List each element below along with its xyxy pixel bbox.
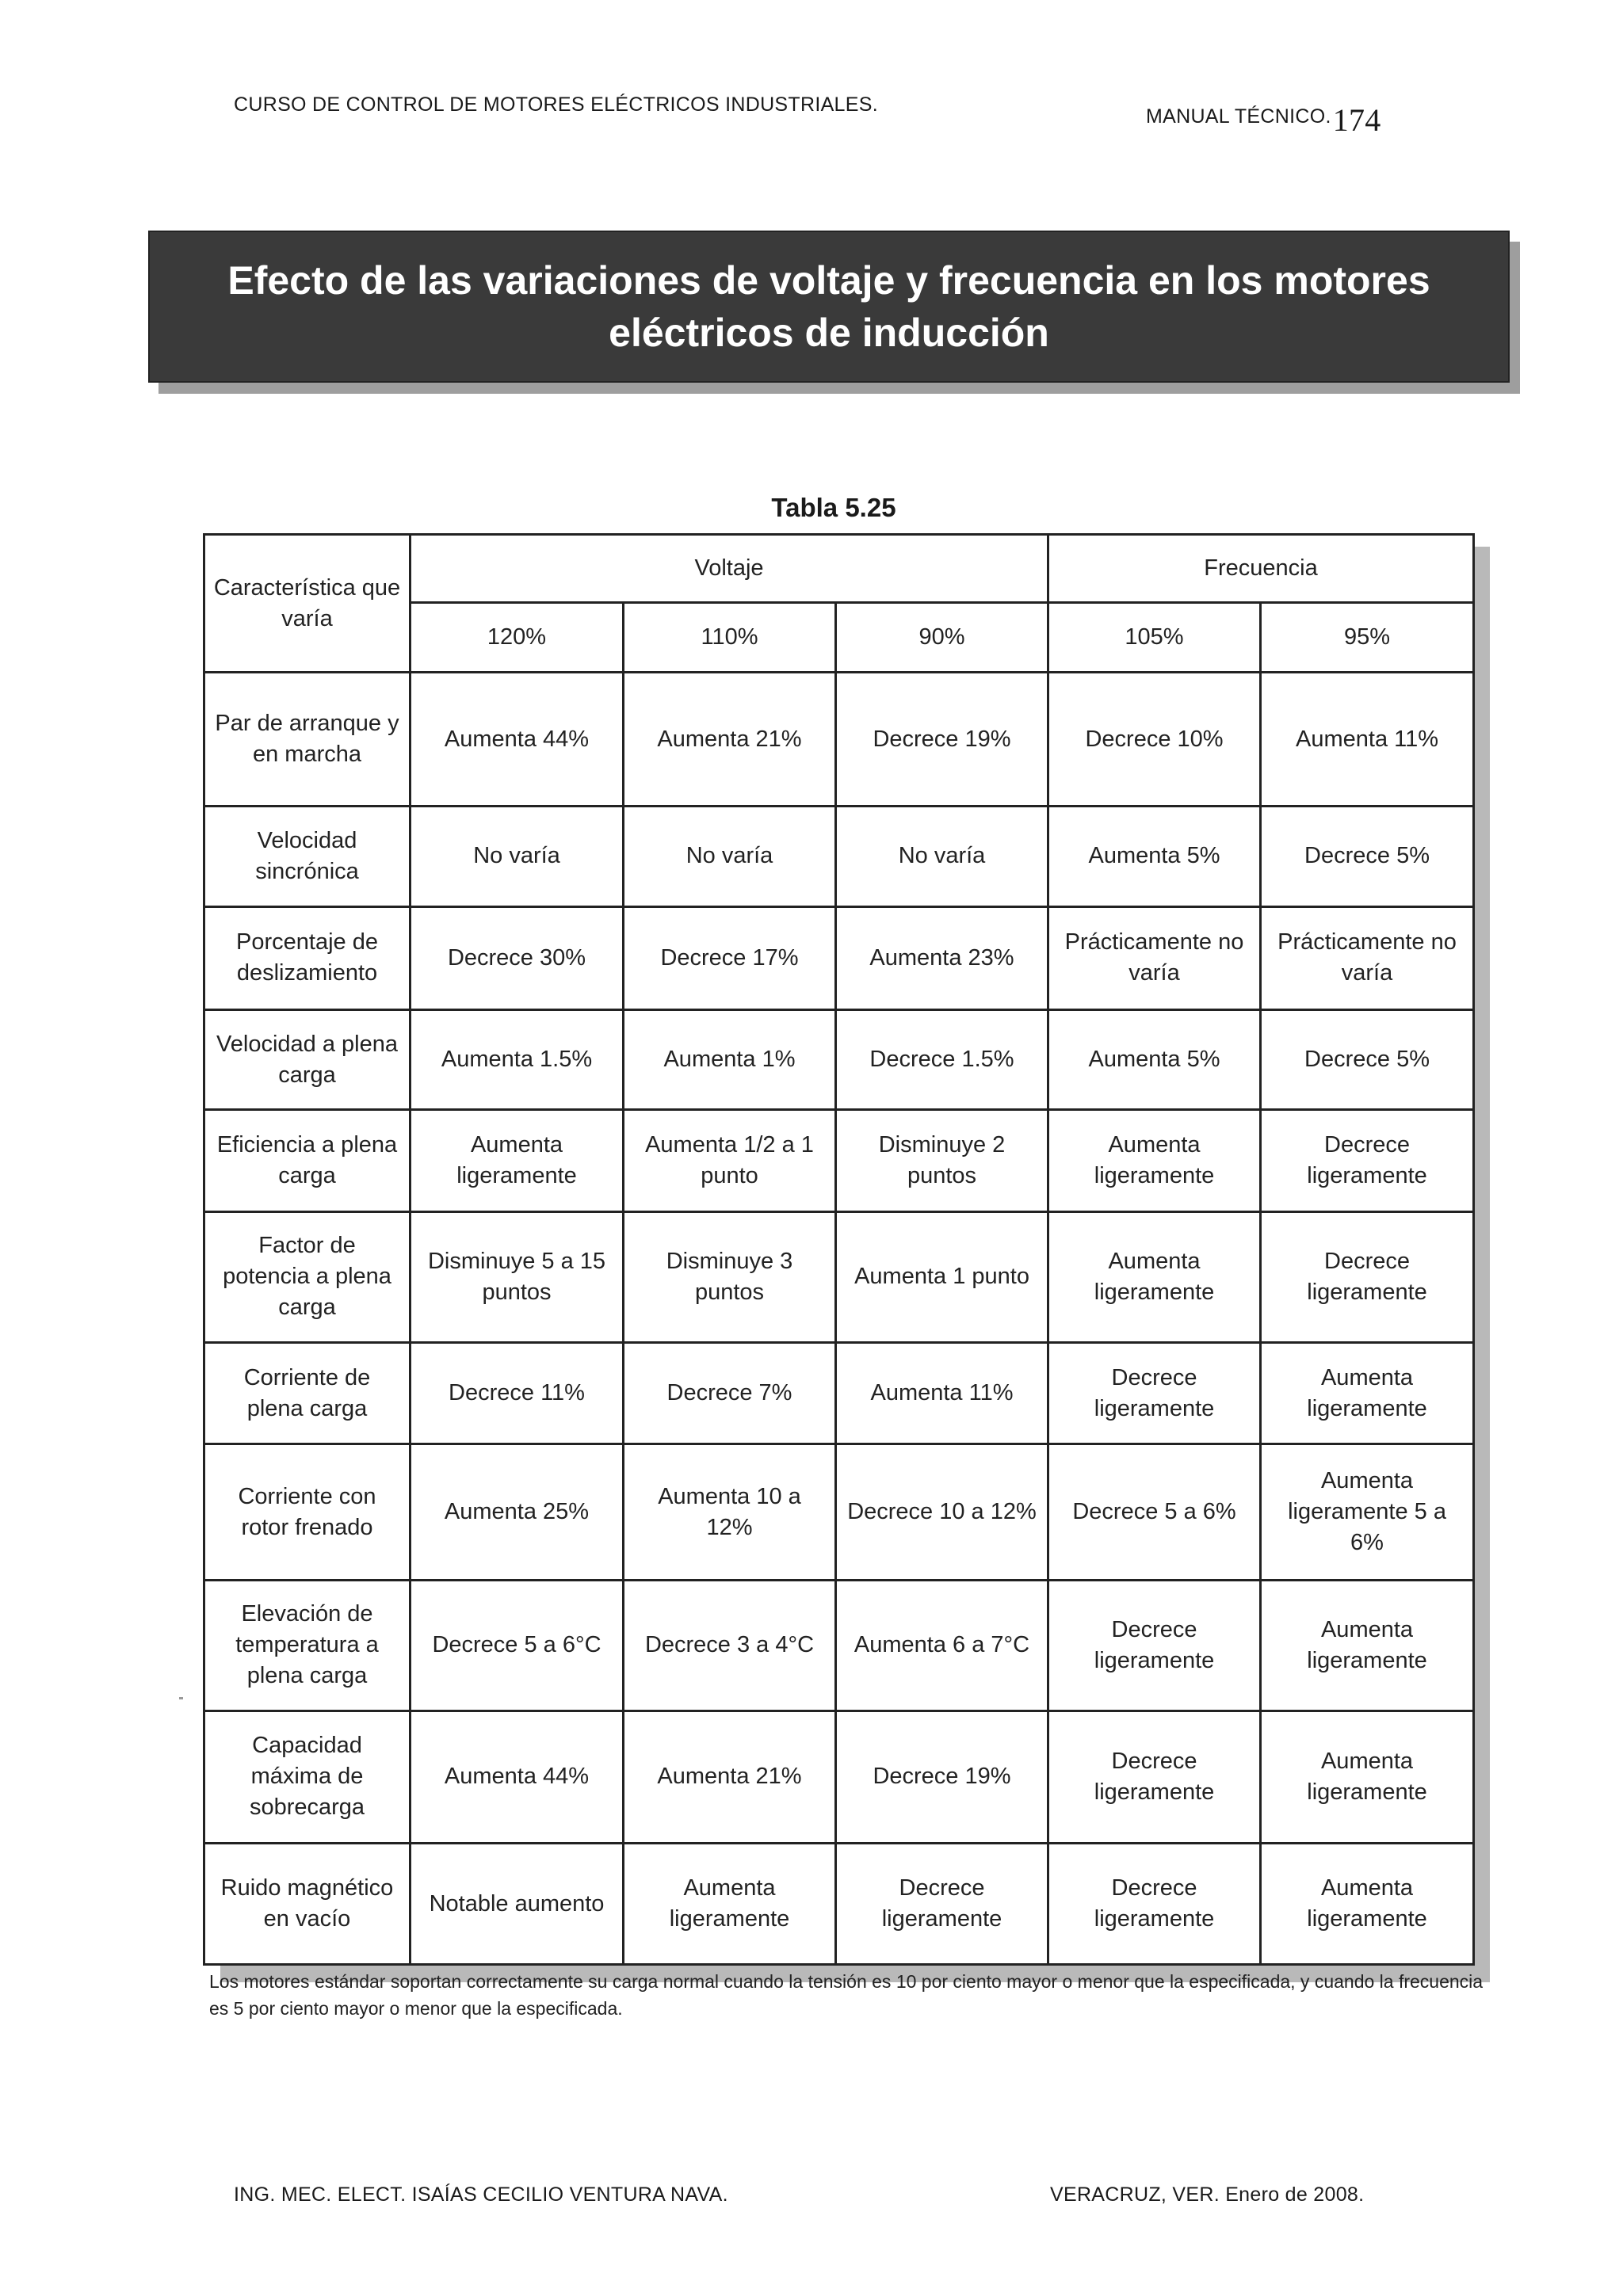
running-header-label: MANUAL TÉCNICO. xyxy=(1146,105,1331,128)
table-cell: Decrece 5 a 6°C xyxy=(411,1580,624,1711)
table-cell: Decrece 10% xyxy=(1048,673,1261,807)
table-cell: Aumenta ligeramente xyxy=(1261,1844,1474,1965)
table-cell: Aumenta ligeramente xyxy=(1261,1343,1474,1444)
table-cell: Decrece 19% xyxy=(836,673,1048,807)
column-header: 90% xyxy=(836,603,1048,673)
table-cell: Disminuye 3 puntos xyxy=(624,1211,836,1342)
table-cell: Decrece 19% xyxy=(836,1711,1048,1843)
table-cell: Aumenta ligeramente xyxy=(1048,1211,1261,1342)
table-cell: Disminuye 5 a 15 puntos xyxy=(411,1211,624,1342)
table-caption: Tabla 5.25 xyxy=(771,493,896,522)
table-cell: Aumenta ligeramente xyxy=(624,1844,836,1965)
footer-place-date: VERACRUZ, VER. Enero de 2008. xyxy=(1050,2183,1365,2206)
table-cell: Aumenta 21% xyxy=(624,1711,836,1843)
running-header-title: CURSO DE CONTROL DE MOTORES ELÉCTRICOS INDUSTRIALES. xyxy=(234,93,878,116)
column-header: 120% xyxy=(411,603,624,673)
table-cell: Decrece 17% xyxy=(624,906,836,1009)
table-row xyxy=(204,1343,1474,1444)
table-cell: Aumenta 1 punto xyxy=(836,1211,1048,1342)
table-cell: Aumenta 1.5% xyxy=(411,1010,624,1110)
table-row xyxy=(204,1010,1474,1110)
table-cell: Decrece ligeramente xyxy=(1261,1110,1474,1211)
table-cell: Aumenta 44% xyxy=(411,1711,624,1843)
table-cell: Aumenta 11% xyxy=(836,1343,1048,1444)
table-row xyxy=(204,1110,1474,1211)
row-label: Factor de potencia a plena carga xyxy=(204,1211,411,1342)
footer-author: ING. MEC. ELECT. ISAÍAS CECILIO VENTURA NAVA. xyxy=(234,2183,728,2206)
table-cell: Notable aumento xyxy=(411,1844,624,1965)
row-label: Porcentaje de deslizamiento xyxy=(204,906,411,1009)
column-header: 95% xyxy=(1261,603,1474,673)
table-cell: Decrece ligeramente xyxy=(836,1844,1048,1965)
row-label: Ruido magnético en vacío xyxy=(204,1844,411,1965)
table-cell: Decrece ligeramente xyxy=(1261,1211,1474,1342)
page-number: 174 xyxy=(1332,102,1381,138)
table-cell: Prácticamente no varía xyxy=(1048,906,1261,1009)
group-header-voltaje: Voltaje xyxy=(411,535,1048,603)
row-label: Corriente de plena carga xyxy=(204,1343,411,1444)
table-cell: Decrece 1.5% xyxy=(836,1010,1048,1110)
table-cell: Aumenta 10 a 12% xyxy=(624,1444,836,1580)
row-label: Eficiencia a plena carga xyxy=(204,1110,411,1211)
margin-mark xyxy=(179,1697,183,1699)
table-cell: Aumenta ligeramente xyxy=(1261,1580,1474,1711)
table-cell: Aumenta 25% xyxy=(411,1444,624,1580)
effects-table xyxy=(203,533,1475,1966)
table-row xyxy=(204,1711,1474,1843)
title-banner xyxy=(148,231,1510,383)
table-cell: Decrece 11% xyxy=(411,1343,624,1444)
table-row xyxy=(204,1844,1474,1965)
table-row xyxy=(204,906,1474,1009)
column-header: 105% xyxy=(1048,603,1261,673)
table-cell: Aumenta 1% xyxy=(624,1010,836,1110)
table-cell: Aumenta ligeramente xyxy=(1048,1110,1261,1211)
group-header-row xyxy=(204,535,1474,603)
table-cell: Aumenta ligeramente xyxy=(411,1110,624,1211)
table-cell: Aumenta 21% xyxy=(624,673,836,807)
table-cell: Aumenta ligeramente 5 a 6% xyxy=(1261,1444,1474,1580)
section-title: Efecto de las variaciones de voltaje y frecuencia en los motores eléctricos de inducción xyxy=(227,258,1430,355)
table-cell: Aumenta 23% xyxy=(836,906,1048,1009)
row-label: Velocidad a plena carga xyxy=(204,1010,411,1110)
table-cell: Decrece ligeramente xyxy=(1048,1343,1261,1444)
table-cell: Disminuye 2 puntos xyxy=(836,1110,1048,1211)
table-row xyxy=(204,1444,1474,1580)
table-cell: Aumenta 1/2 a 1 punto xyxy=(624,1110,836,1211)
table-cell: No varía xyxy=(836,807,1048,906)
table-cell: Aumenta ligeramente xyxy=(1261,1711,1474,1843)
row-label: Elevación de temperatura a plena carga xyxy=(204,1580,411,1711)
table-cell: Decrece 5 a 6% xyxy=(1048,1444,1261,1580)
table-row xyxy=(204,1211,1474,1342)
table-cell: Aumenta 5% xyxy=(1048,1010,1261,1110)
table-row xyxy=(204,673,1474,807)
table-cell: Decrece 3 a 4°C xyxy=(624,1580,836,1711)
table-cell: Decrece ligeramente xyxy=(1048,1844,1261,1965)
table-cell: Aumenta 44% xyxy=(411,673,624,807)
table-footnote: Los motores estándar soportan correctamente su carga normal cuando la tensión es 10 por ciento mayor o menor que la especificada, y cuando la frecuencia es 5 por ciento mayor o menor que la especificada. xyxy=(209,1971,1484,2019)
table-cell: Aumenta 6 a 7°C xyxy=(836,1580,1048,1711)
table-cell: Decrece ligeramente xyxy=(1048,1711,1261,1843)
table-cell: Decrece 7% xyxy=(624,1343,836,1444)
row-label: Velocidad sincrónica xyxy=(204,807,411,906)
corner-header: Característica que varía xyxy=(204,535,411,673)
table-cell: Prácticamente no varía xyxy=(1261,906,1474,1009)
table-cell: Decrece 10 a 12% xyxy=(836,1444,1048,1580)
row-label: Corriente con rotor frenado xyxy=(204,1444,411,1580)
table-cell: Decrece ligeramente xyxy=(1048,1580,1261,1711)
group-header-frecuencia: Frecuencia xyxy=(1048,535,1474,603)
table-cell: Aumenta 11% xyxy=(1261,673,1474,807)
table-cell: Decrece 5% xyxy=(1261,807,1474,906)
table-cell: Decrece 5% xyxy=(1261,1010,1474,1110)
row-label: Par de arranque y en marcha xyxy=(204,673,411,807)
table-row xyxy=(204,807,1474,906)
table-cell: Decrece 30% xyxy=(411,906,624,1009)
table-cell: No varía xyxy=(411,807,624,906)
column-header: 110% xyxy=(624,603,836,673)
table-cell: No varía xyxy=(624,807,836,906)
row-label: Capacidad máxima de sobrecarga xyxy=(204,1711,411,1843)
table-cell: Aumenta 5% xyxy=(1048,807,1261,906)
running-header-manual xyxy=(1146,93,1381,138)
table-row xyxy=(204,1580,1474,1711)
